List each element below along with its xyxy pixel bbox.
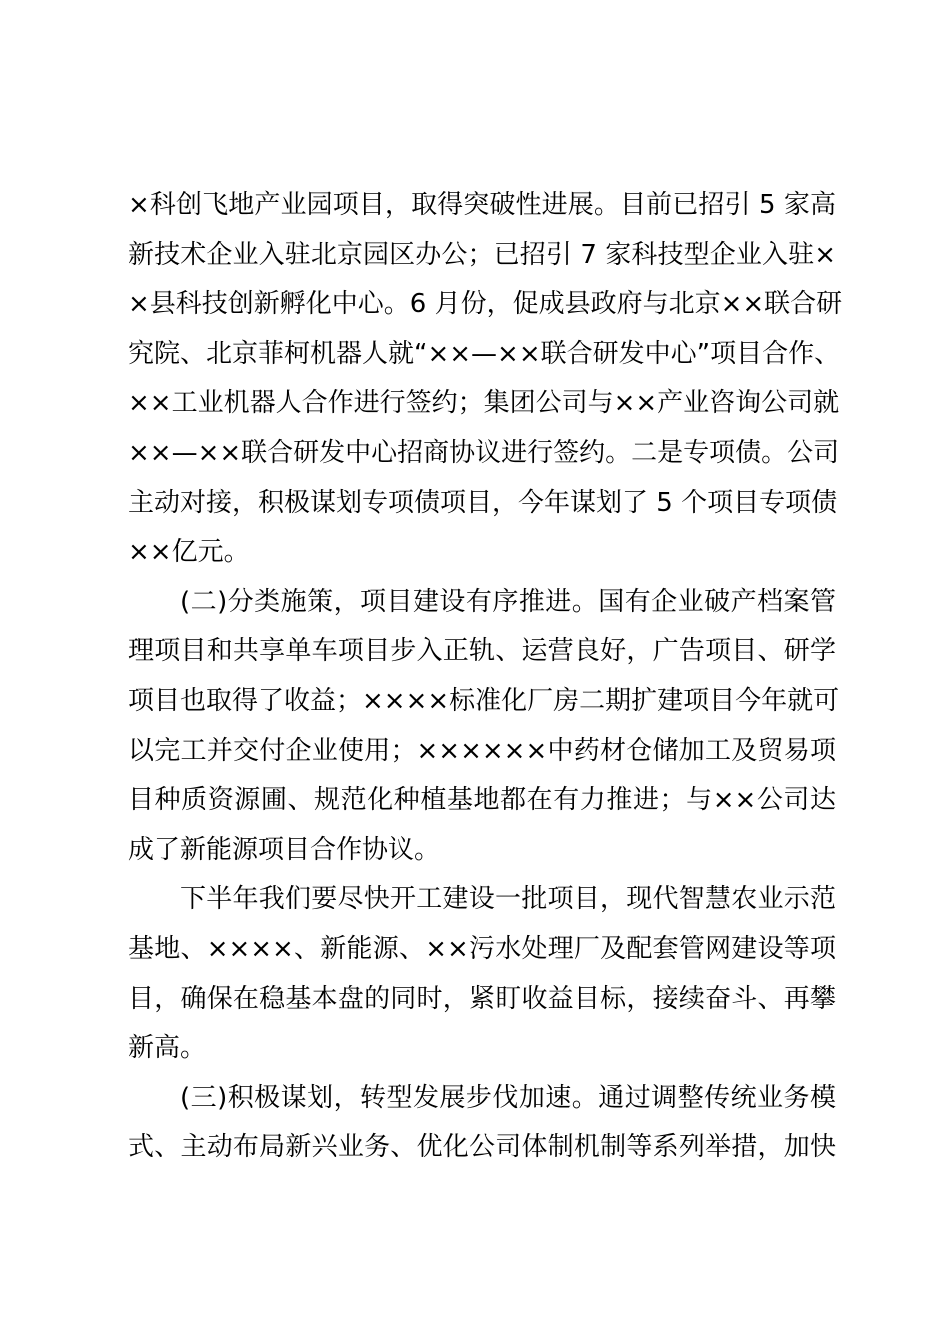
text-line: 下半年我们要尽快开工建设一批项目，现代智慧农业示范 xyxy=(180,884,836,915)
document-body xyxy=(128,181,843,1173)
text-line: 新技术企业入驻北京园区办公；已招引 7 家科技型企业入驻× xyxy=(128,239,836,270)
text-line: ×县科技创新孵化中心。6 月份，促成县政府与北京××联合研 xyxy=(128,289,843,320)
text-line: ××工业机器人合作进行签约；集团公司与××产业咨询公司就 xyxy=(128,388,840,419)
text-line: 基地、××××、新能源、××污水处理厂及配套管网建设等项 xyxy=(128,933,836,964)
text-line: ××—××联合研发中心招商协议进行签约。二是专项债。公司 xyxy=(128,437,840,468)
text-line: 目种质资源圃、规范化种植基地都在有力推进；与××公司达 xyxy=(128,785,836,816)
text-line: 式、主动布局新兴业务、优化公司体制机制等系列举措，加快 xyxy=(128,1132,836,1163)
text-line: 以完工并交付企业使用；××××××中药材仓储加工及贸易项 xyxy=(128,735,836,766)
text-line: 主动对接，积极谋划专项债项目，今年谋划了 5 个项目专项债 xyxy=(128,487,838,518)
text-line: 项目也取得了收益；××××标准化厂房二期扩建项目今年就可 xyxy=(128,685,840,716)
text-line: (二)分类施策，项目建设有序推进。国有企业破产档案管 xyxy=(180,586,836,617)
text-line: ××亿元。 xyxy=(128,537,250,568)
text-line: 目，确保在稳基本盘的同时，紧盯收益目标，接续奋斗、再攀 xyxy=(128,983,836,1014)
text-line: ×科创飞地产业园项目，取得突破性进展。目前已招引 5 家高 xyxy=(128,190,836,220)
text-line: 成了新能源项目合作协议。 xyxy=(128,834,441,865)
text-line: 究院、北京菲柯机器人就“××—××联合研发中心”项目合作、 xyxy=(128,338,841,369)
text-line: (三)积极谋划，转型发展步伐加速。通过调整传统业务模 xyxy=(180,1082,836,1113)
text-line: 理项目和共享单车项目步入正轨、运营良好，广告项目、研学 xyxy=(128,636,836,667)
text-line: 新高。 xyxy=(128,1033,207,1064)
